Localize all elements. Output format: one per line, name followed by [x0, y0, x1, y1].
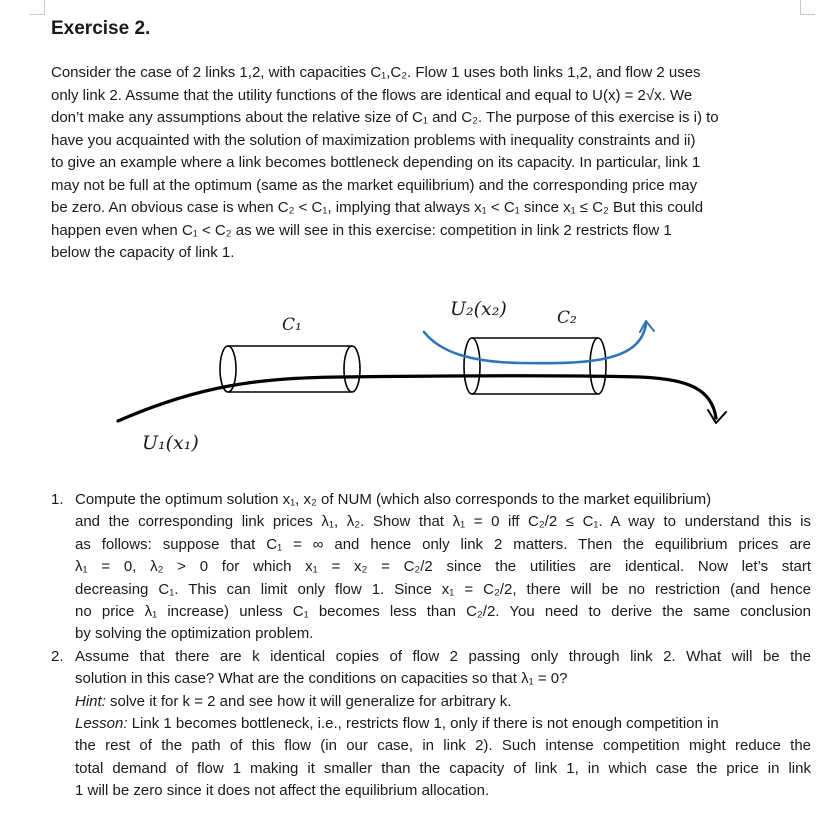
network-diagram	[0, 290, 828, 470]
lesson-line: the rest of the path of this flow (in our case, in link 2). Such intense competition might reduce the	[75, 737, 811, 755]
flow-2-path	[424, 324, 646, 363]
question-line: no price λ₁ increase) unless C₁ becomes less than C₂/2. You need to derive the same conclusion	[75, 603, 811, 621]
intro-line: only link 2. Assume that the utility functions of the flows are identical and equal to U(x) = 2√x. We	[51, 86, 693, 104]
intro-line: happen even when C₁ < C₂ as we will see in this exercise: competition in link 2 restricts flow 1	[51, 221, 672, 239]
page-corner-mark-left	[30, 0, 45, 15]
question-number: 2.	[51, 647, 64, 665]
intro-line: be zero. An obvious case is when C₂ < C₁, implying that always x₁ < C₁ since x₁ ≤ C₂ But this could	[51, 199, 704, 216]
question-line: decreasing C₁. This can limit only flow 1. Since x₁ = C₂/2, there will be no restriction (and hence	[75, 580, 811, 598]
question-line: λ₁ = 0, λ₂ > 0 for which x₁ = x₂ = C₂/2 since the utilities are identical. Now let’s start	[75, 558, 811, 576]
hint-label: Hint:	[75, 692, 106, 710]
intro-line: to give an example where a link becomes bottleneck depending on its capacity. In particular, link 1	[51, 154, 701, 171]
hint-text: solve it for k = 2 and see how it will generalize for arbitrary k.	[105, 692, 512, 710]
question-line: by solving the optimization problem.	[75, 625, 314, 643]
link-2-cylinder	[464, 338, 606, 394]
intro-line: don’t make any assumptions about the relative size of C₁ and C₂. The purpose of this exercise is i) to	[51, 109, 719, 126]
lesson-line	[75, 713, 811, 735]
label-c1: C₁	[282, 315, 302, 335]
lesson-line: total demand of flow 1 making it smaller than the capacity of link 1, in which case the price in link	[75, 759, 811, 777]
flow-1-path	[118, 376, 716, 421]
intro-line: below the capacity of link 1.	[51, 244, 235, 261]
intro-line: may not be full at the optimum (same as the market equilibrium) and the corresponding price may	[51, 176, 698, 194]
lesson-text: Link 1 becomes bottleneck, i.e., restricts flow 1, only if there is not enough competition in	[127, 715, 719, 733]
intro-line: Consider the case of 2 links 1,2, with capacities C₁,C₂. Flow 1 uses both links 1,2, and flow 2 uses	[51, 64, 701, 81]
question-line: Compute the optimum solution x₁, x₂ of NUM (which also corresponds to the market equilibrium)	[75, 491, 712, 508]
exercise-title: Exercise 2.	[51, 18, 151, 39]
label-u1: U₁(x₁)	[142, 432, 199, 454]
label-c2: C₂	[557, 308, 577, 328]
exercise-questions	[51, 489, 811, 803]
intro-paragraph	[51, 62, 806, 265]
question-line: Assume that there are k identical copies of flow 2 passing only through link 2. What will be the	[75, 647, 811, 665]
question-line: and the corresponding link prices λ₁, λ₂. Show that λ₁ = 0 iff C₂/2 ≤ C₁. A way to understand this is	[75, 513, 811, 531]
lesson-line: 1 will be zero since it does not affect the equilibrium allocation.	[75, 782, 490, 800]
question-2	[51, 646, 811, 803]
question-line: solution in this case? What are the conditions on capacities so that λ₁ = 0?	[75, 670, 568, 688]
label-u2: U₂(x₂)	[450, 298, 507, 320]
question-line: as follows: suppose that C₁ = ∞ and hence only link 2 matters. Then the equilibrium prices are	[75, 535, 811, 553]
question-1	[51, 489, 811, 646]
page-corner-mark-right	[800, 0, 815, 15]
hint-line	[75, 691, 811, 713]
intro-line: have you acquainted with the solution of maximization problems with inequality constraints and ii)	[51, 131, 696, 149]
lesson-label: Lesson:	[75, 715, 128, 733]
flow-2-arrowhead	[640, 321, 654, 332]
question-number: 1.	[51, 491, 64, 508]
